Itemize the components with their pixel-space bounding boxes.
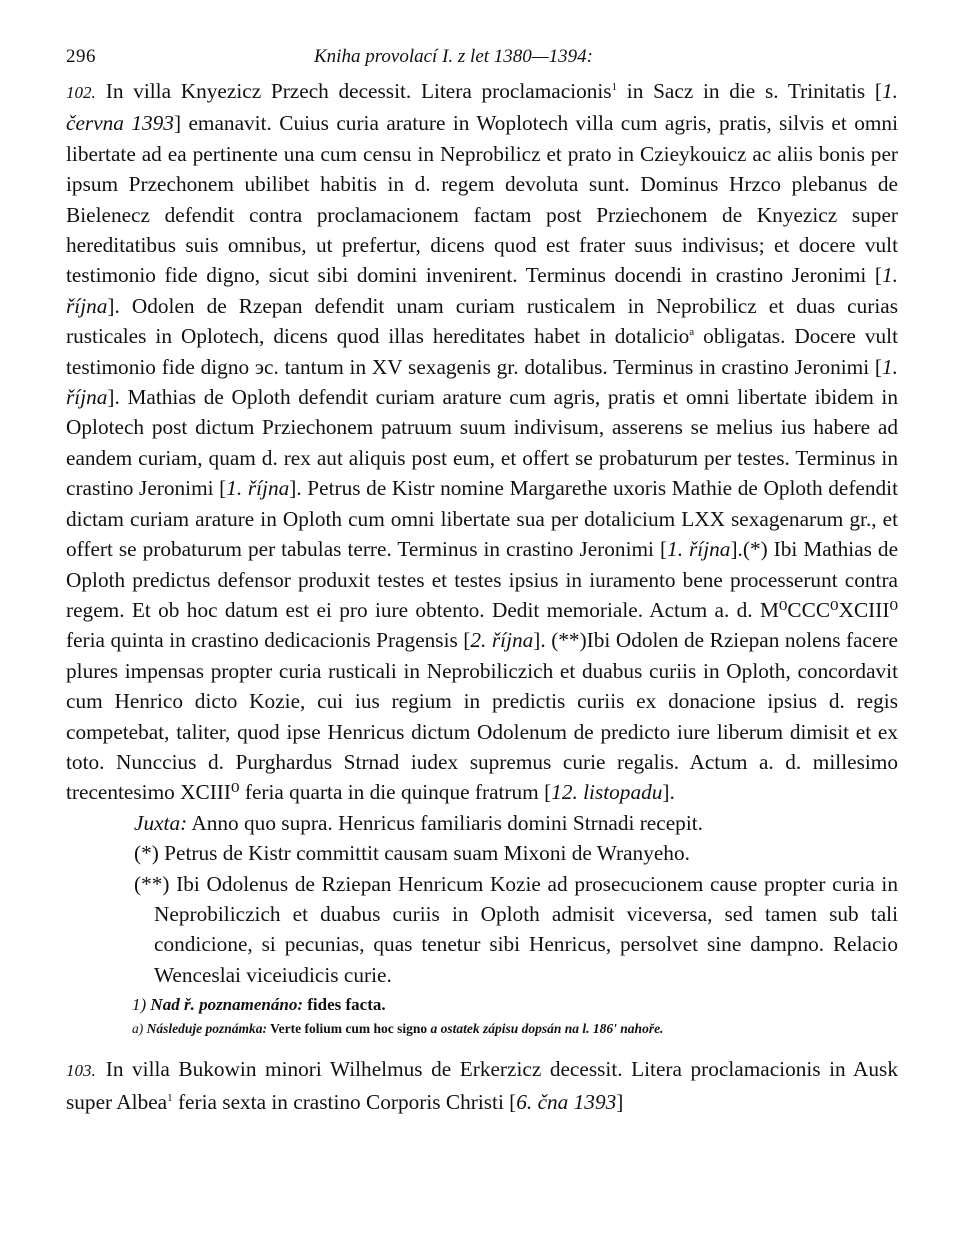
entry-103-body: 103. In villa Bukowin minori Wilhelmus de Erkerzicz decessit. Litera proclamacionis in Ausk super Albea$^1$ feria sexta in crastino Corporis Christi [6. čna 1393] [66, 1057, 898, 1114]
date: 1. října [667, 537, 731, 562]
page-number: 296 [66, 46, 96, 67]
juxta-note: Juxta: Anno quo supra. Henricus familiaris domini Strnadi recepit. [134, 810, 703, 835]
footnote-ref: 1 [611, 80, 618, 93]
page-header [66, 36, 898, 76]
date: 1. října [66, 354, 898, 410]
date: 1. října [226, 476, 290, 501]
entry-number: 103. [66, 1061, 96, 1081]
running-title: Kniha provolací I. z let 1380—1394: [314, 46, 593, 67]
entry-102-body: 102. In villa Knyezicz Przech decessit. Litera proclamacionis$^1$ in Sacz in die s. Trinitatis [1. června 1393] emanavit. Cuius curia arature in Woplotech villa cum agris, pratis, silvis et omni libertate ad ea pertinente una cum censu in Neprobilicz et prato in Czieykouicz ac aliis bonis per ipsum Przechonem ubilibet habitis in d. regem devoluta sunt. Dominus Hrzco plebanus de Bieleneсz defendit contra proclamacionem factam post Prziechonem de Knyezicz super hereditatibus suis omnibus, ut prefertur, dicens quod est frater suus indivisus; et docere vult testimonio fide digno, sicut sibi domini invenirent. Terminus docendi in crastino Jeronimi [1. října]. Odolen de Rzepan defendit unam curiam rusticalem in Neprobilicz et duas curias rusticales in Oplotech, dicens quod illas hereditates habet in dotalicio$^a$ obligatas. Docere vult testimonio fide digno эc. tantum in XV sexagenis gr. dotalibus. Terminus in crastino Jeronimi [1. října]. Mathias de Oploth defendit curiam arature cum agris, pratis et omni libertate ibidem in Oplotech post dictum Prziechonem patruum suum indivisum, asserens se melius ius habere ad eandem curiam, quam d. rex aut aliquis post eum, et offert se probaturum per testes. Terminus in crastino Jeronimi [1. října]. Petrus de Kistr nomine Margarethe uxoris Mathie de Oploth defendit dictam curiam arature in Oploth cum omni libertate sua per dotalicium LXX sexagenarum gr., et offert se probaturum per tabulas terre. Terminus in crastino Jeronimi [1. října].(*) Ibi Mathias de Oploth predictus defensor produxit testes et testes ipsius in iuramento bene processerunt contra regem. Et ob hoc datum est ei pro iure obtento. Dedit memoriale. Actum a. d. M⁰CCC⁰XCIII⁰ feria quinta in crastino dedicacionis Pragensis [2. října]. (**)Ibi Odolen de Rziepan nolens facere plures impensas propter curia rusticali in Neprobiliczich et duabus curiis in Oploth, concordavit cum Henrico dicto Kozie, cui ius regium in predictis curiis ex donacione ipsius d. regis competebat, taliter, quod ipse Henricus dictum Odolenum de predicto iure liberum dimisit et ex toto. Nunccius d. Purghardus Strnad iudex supremus curie regalis. Actum a. d. millesimo trecentesimo XCIII⁰ feria quarta in die quinque fratrum [12. listopadu]. [66, 79, 899, 805]
date: 12. listopadu [551, 780, 663, 805]
juxta-label: Juxta: [134, 810, 188, 835]
date: 6. čna 1393 [516, 1089, 617, 1114]
marginal-note-1: (*) Petrus de Kistr committit causam suam Mixoni de Wranyeho. [134, 841, 690, 866]
entry-102 [66, 76, 898, 1040]
footnote-ref: a [689, 326, 695, 339]
date: 2. října [470, 628, 534, 653]
footnote-ref: 1 [167, 1091, 173, 1104]
footnote-a: a) Následuje poznámka: Verte folium cum hoc signo a ostatek zápisu dopsán na l. 186' nahoře. [132, 1021, 664, 1037]
document-page [66, 36, 898, 1117]
entry-103 [66, 1054, 898, 1117]
marginal-note-2: (**) Ibi Odolenus de Rziepan Henricum Kozie ad prosecucionem cause propter curia in Neprobiliczich et duabus curiis in Oploth admisit viceversa, sed tamen sub tali condicione, si pecunias, quas tenetur sibi Henricus, persolvet sine dampno. Relacio Wenceslai viceiudicis curie. [134, 871, 898, 987]
entry-number: 102. [66, 83, 96, 102]
date: 1. června 1393 [66, 79, 898, 136]
date: 1. října [66, 263, 898, 318]
footnote-1: 1) Nad ř. poznamenáno: fides facta. [132, 995, 386, 1015]
